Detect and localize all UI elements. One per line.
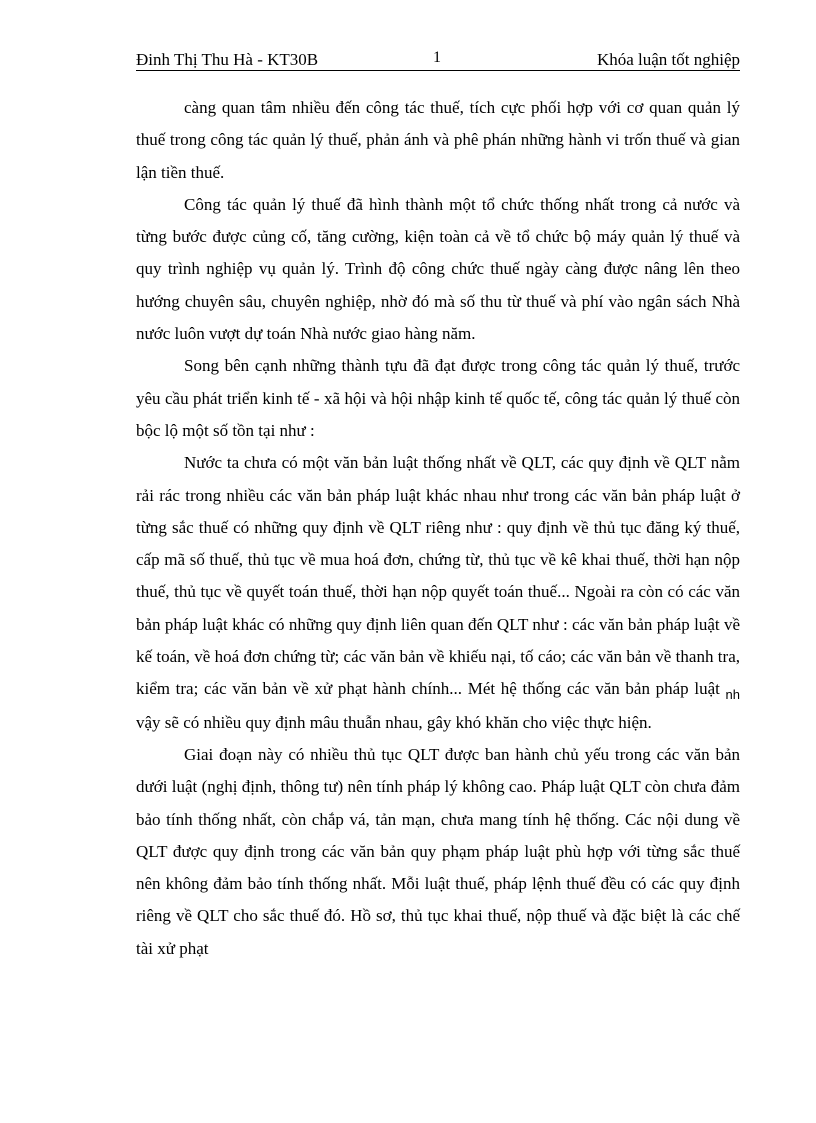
header-divider — [136, 70, 740, 71]
paragraph-4 — [136, 447, 740, 739]
paragraph-4-small-text: nh — [725, 687, 741, 703]
paragraph-5: Giai đoạn này có nhiều thủ tục QLT được ban hành chủ yếu trong các văn bản dưới luật (nghị định, thông tư) nên tính pháp lý không cao. Pháp luật QLT còn chưa đảm bảo tính thống nhất, còn chắp vá, tản mạn, chưa mang tính hệ thống. Các nội dung về QLT được quy định trong các văn bản quy phạm pháp luật phù hợp với từng sắc thuế nên không đảm bảo tính thống nhất. Mỗi luật thuế, pháp lệnh thuế đều có các quy định riêng về QLT cho sắc thuế đó. Hồ sơ, thủ tục khai thuế, nộp thuế và đặc biệt là các chế tài xử phạt — [136, 744, 740, 958]
paragraph-4-part-1: Nước ta chưa có một văn bản luật thống nhất về QLT, các quy định về QLT nằm rải rác trong nhiều các văn bản pháp luật khác nhau như trong các văn bản pháp luật ở từng sắc thuế có những quy định về QLT riêng như : quy định về thủ tục đăng ký thuế, cấp mã số thuế, thủ tục về mua hoá đơn, chứng từ, thủ tục về kê khai thuế, thời hạn nộp thuế, thủ tục về quyết toán thuế, thời hạn nộp quyết toán thuế... Ngoài ra còn có các văn bản pháp luật khác có những quy định liên quan đến QLT như : các văn bản pháp luật về kế toán, về hoá đơn chứng từ; các văn bản về khiếu nại, tố cáo; các văn bản về thanh tra, kiểm tra; các văn bản về xử phạt hành chính... Mét hệ thống các văn bản pháp luật — [136, 453, 740, 699]
header-title: Khóa luận tốt nghiệp — [596, 50, 740, 69]
header-author: Đinh Thị Thu Hà - KT30B — [136, 50, 319, 69]
body-text — [136, 92, 740, 965]
paragraph-1: càng quan tâm nhiều đến công tác thuế, tích cực phối hợp với cơ quan quản lý thuế trong công tác quản lý thuế, phản ánh và phê phán những hành vi trốn thuế và gian lận tiền thuế. — [136, 98, 740, 182]
paragraph-2: Công tác quản lý thuế đã hình thành một tổ chức thống nhất trong cả nước và từng bước được củng cố, tăng cường, kiện toàn cả về tổ chức bộ máy quản lý thuế và quy trình nghiệp vụ quản lý. Trình độ công chức thuế ngày càng được nâng lên theo hướng chuyên sâu, chuyên nghiệp, nhờ đó mà số thu từ thuế và phí vào ngân sách Nhà nước luôn vượt dự toán Nhà nước giao hàng năm. — [136, 194, 740, 344]
paragraph-4-part-2: vậy sẽ có nhiều quy định mâu thuẫn nhau, gây khó khăn cho việc thực hiện. — [136, 712, 652, 732]
page-number: 1 — [433, 49, 441, 66]
paragraph-3: Song bên cạnh những thành tựu đã đạt được trong công tác quản lý thuế, trước yêu cầu phát triển kinh tế - xã hội và hội nhập kinh tế quốc tế, công tác quản lý thuế còn bộc lộ một số tồn tại như : — [136, 356, 740, 440]
page-header — [136, 50, 740, 72]
